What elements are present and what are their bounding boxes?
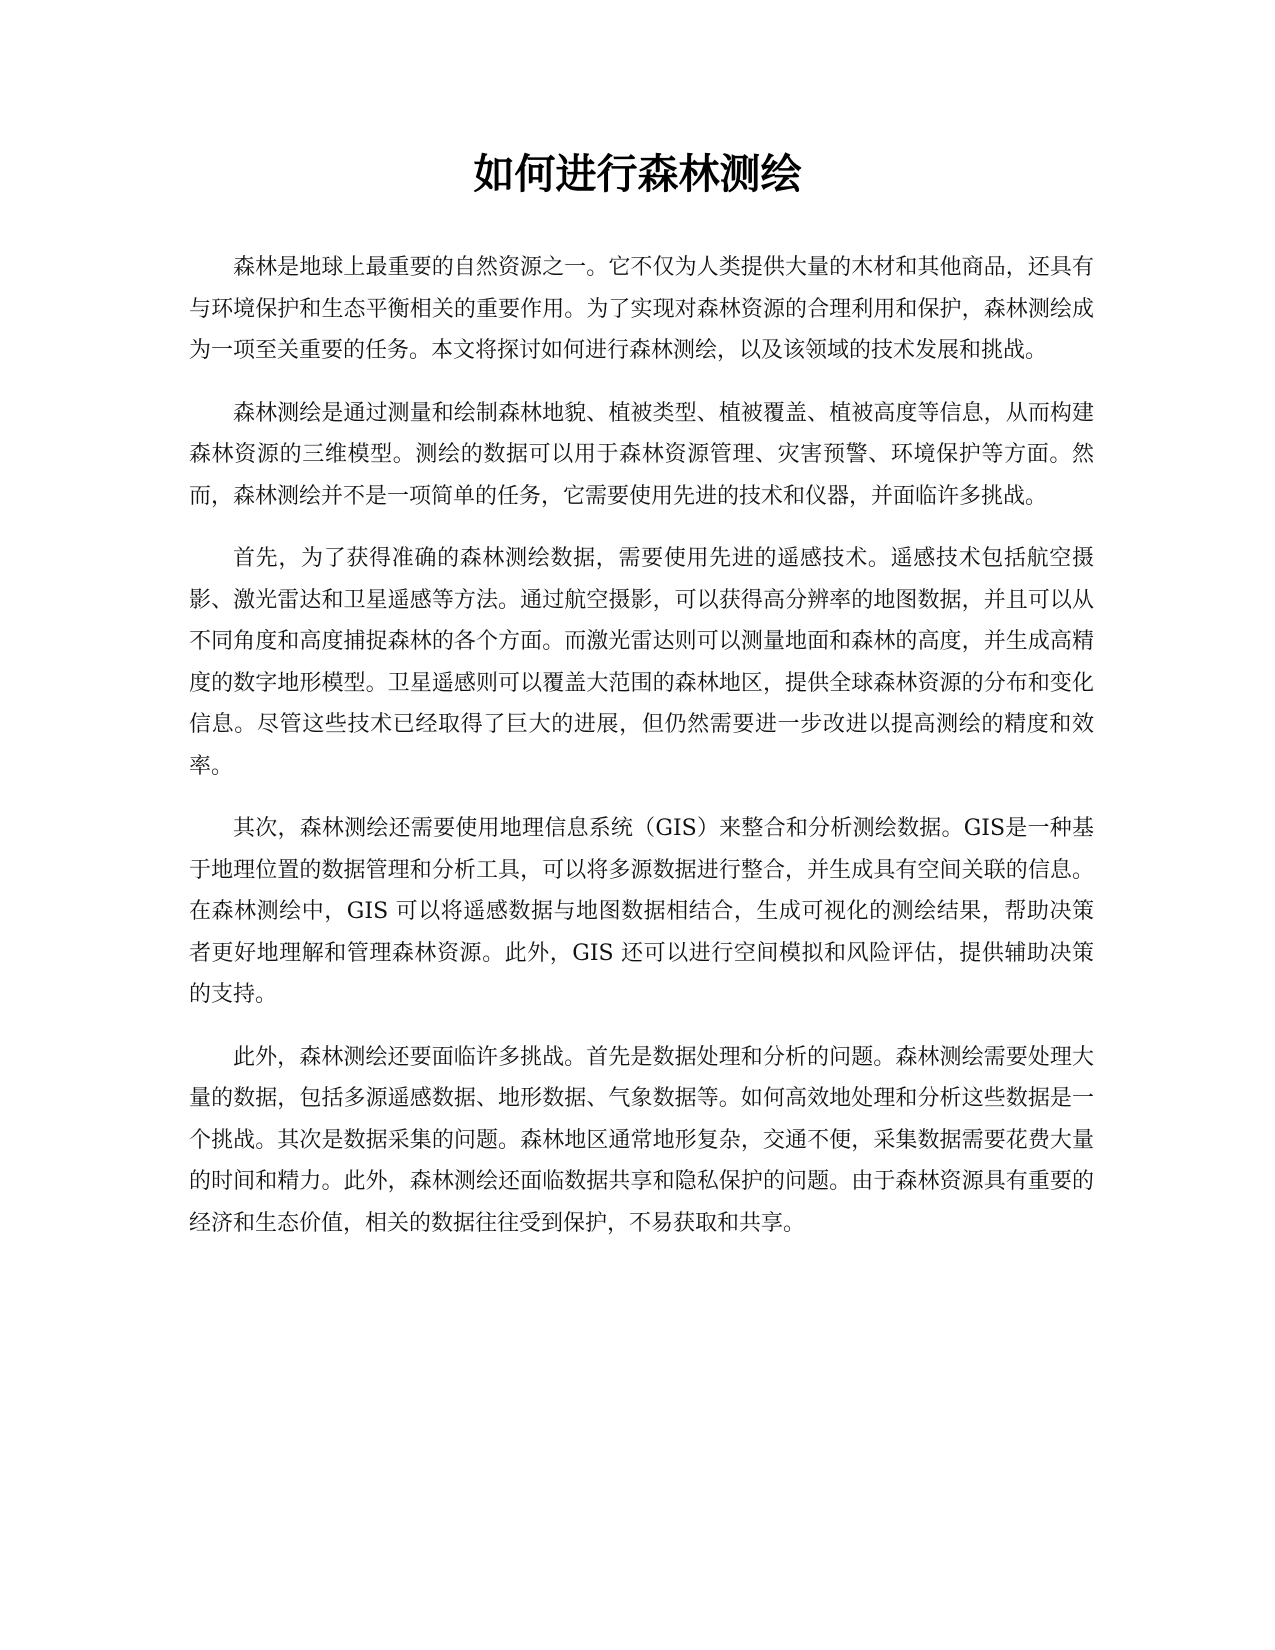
paragraph-1: 森林是地球上最重要的自然资源之一。它不仅为人类提供大量的木材和其他商品，还具有与环境保护和生态平衡相关的重要作用。为了实现对森林资源的合理利用和保护，森林测绘成为一项至关重要的任务。本文将探讨如何进行森林测绘，以及该领域的技术发展和挑战。 bbox=[189, 255, 1094, 363]
paragraph-5: 此外，森林测绘还要面临许多挑战。首先是数据处理和分析的问题。森林测绘需要处理大量的数据，包括多源遥感数据、地形数据、气象数据等。如何高效地处理和分析这些数据是一个挑战。其次是数据采集的问题。森林地区通常地形复杂，交通不便，采集数据需要花费大量的时间和精力。此外，森林测绘还面临数据共享和隐私保护的问题。由于森林资源具有重要的经济和生态价值，相关的数据往往受到保护，不易获取和共享。 bbox=[189, 1044, 1094, 1236]
paragraph-4: 其次，森林测绘还需要使用地理信息系统（GIS）来整合和分析测绘数据。GIS是一种基于地理位置的数据管理和分析工具，可以将多源数据进行整合，并生成具有空间关联的信息。在森林测绘中，GIS 可以将遥感数据与地图数据相结合，生成可视化的测绘结果，帮助决策者更好地理解和管理森林资源。此外，GIS 还可以进行空间模拟和风险评估，提供辅助决策的支持。 bbox=[189, 816, 1094, 1007]
paragraph-2: 森林测绘是通过测量和绘制森林地貌、植被类型、植被覆盖、植被高度等信息，从而构建森林资源的三维模型。测绘的数据可以用于森林资源管理、灾害预警、环境保护等方面。然而，森林测绘并不是一项简单的任务，它需要使用先进的技术和仪器，并面临许多挑战。 bbox=[189, 400, 1094, 509]
paragraph-3: 首先，为了获得准确的森林测绘数据，需要使用先进的遥感技术。遥感技术包括航空摄影、激光雷达和卫星遥感等方法。通过航空摄影，可以获得高分辨率的地图数据，并且可以从不同角度和高度捕捉森林的各个方面。而激光雷达则可以测量地面和森林的高度，并生成高精度的数字地形模型。卫星遥感则可以覆盖大范围的森林地区，提供全球森林资源的分布和变化信息。尽管这些技术已经取得了巨大的进展，但仍然需要进一步改进以提高测绘的精度和效率。 bbox=[189, 546, 1094, 779]
document-title: 如何进行森林测绘 bbox=[473, 150, 802, 198]
document-body bbox=[189, 247, 1094, 1265]
